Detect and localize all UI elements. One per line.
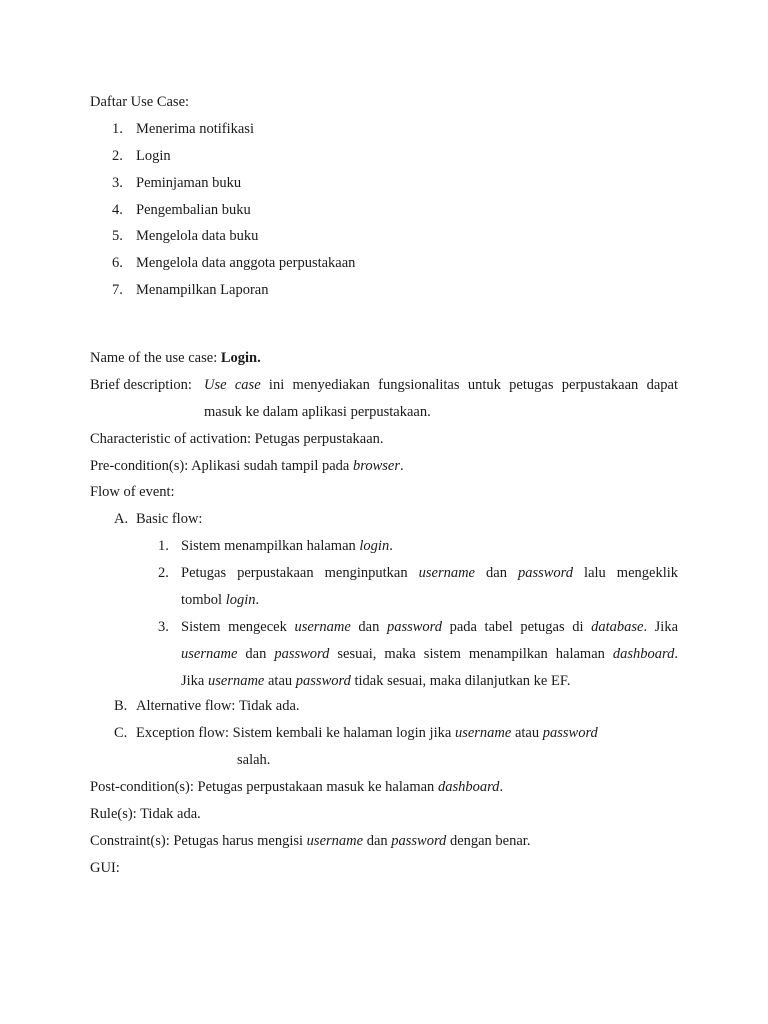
step-text: sesuai, maka sistem menampilkan halaman xyxy=(329,646,613,662)
precondition xyxy=(90,457,404,475)
step-number: 3. xyxy=(158,619,169,635)
step-2-line-2 xyxy=(181,591,259,609)
step-text: pada tabel petugas di xyxy=(442,619,592,635)
step-text: Sistem menampilkan halaman xyxy=(181,538,360,554)
step-end: . xyxy=(255,592,260,608)
step-number: 2. xyxy=(158,565,169,581)
step-text: Jika xyxy=(181,673,208,689)
step-italic: login xyxy=(359,538,390,554)
basic-flow-label: Basic flow: xyxy=(136,511,203,527)
step-text: dan xyxy=(237,646,275,662)
precondition-italic: browser xyxy=(352,458,400,474)
step-italic: username xyxy=(181,646,238,662)
use-case-name xyxy=(90,349,261,367)
list-item-number: 7. xyxy=(112,282,123,298)
step-italic: username xyxy=(418,565,475,581)
step-italic: database xyxy=(591,619,644,635)
list-item-text: Login xyxy=(136,148,171,164)
step-italic: password xyxy=(386,619,443,635)
use-case-name-value: Login. xyxy=(220,350,261,366)
list-item-number: 6. xyxy=(112,255,123,271)
list-item-text: Menampilkan Laporan xyxy=(136,282,269,298)
list-item-number: 3. xyxy=(112,175,123,191)
step-3-line-1 xyxy=(181,618,678,636)
step-text: atau xyxy=(264,673,296,689)
precondition-end: . xyxy=(399,458,404,474)
step-text: . Jika xyxy=(643,619,679,635)
list-item-number: 4. xyxy=(112,202,123,218)
brief-text: ini menyediakan fungsionalitas untuk petugas perpustakaan dapat xyxy=(260,377,678,393)
step-italic: password xyxy=(517,565,574,581)
postcondition xyxy=(90,778,503,796)
brief-description-line-1 xyxy=(204,376,678,394)
exception-text: atau xyxy=(511,725,543,741)
list-item-number: 1. xyxy=(112,121,123,137)
brief-italic-term: Use case xyxy=(204,377,261,393)
alternative-flow-text: Alternative flow: Tidak ada. xyxy=(136,698,300,714)
exception-italic: password xyxy=(542,725,598,741)
list-item-text: Menerima notifikasi xyxy=(136,121,254,137)
list-item-text: Pengembalian buku xyxy=(136,202,251,218)
postcondition-italic: dashboard xyxy=(437,779,500,795)
brief-description-line-2: masuk ke dalam aplikasi perpustakaan. xyxy=(204,404,431,420)
list-item-number: 2. xyxy=(112,148,123,164)
list-item-text: Mengelola data buku xyxy=(136,228,259,244)
precondition-text: Pre-condition(s): Aplikasi sudah tampil pada xyxy=(90,458,353,474)
step-end: . xyxy=(389,538,393,554)
step-number: 1. xyxy=(158,538,169,554)
step-italic: login xyxy=(225,592,256,608)
step-italic: username xyxy=(294,619,351,635)
brief-description-label: Brief description: xyxy=(90,377,192,393)
basic-flow-marker: A. xyxy=(114,511,129,527)
exception-flow-marker: C. xyxy=(114,725,128,741)
constraint-text: dan xyxy=(363,833,392,849)
list-item-number: 5. xyxy=(112,228,123,244)
step-text: lalu mengeklik xyxy=(573,565,679,581)
step-3-line-2 xyxy=(181,645,678,663)
use-case-name-label: Name of the use case: xyxy=(90,350,221,366)
step-italic: dashboard xyxy=(612,646,675,662)
step-italic: password xyxy=(274,646,330,662)
flow-of-event-heading: Flow of event: xyxy=(90,484,175,500)
step-2-line-1 xyxy=(181,564,678,582)
step-text: dan xyxy=(475,565,518,581)
postcondition-end: . xyxy=(499,779,504,795)
exception-italic: username xyxy=(454,725,512,741)
step-text: Sistem mengecek xyxy=(181,619,295,635)
step-italic: username xyxy=(207,673,265,689)
exception-flow-line-2: salah. xyxy=(237,752,271,768)
constraint-italic: password xyxy=(391,833,447,849)
step-1-text xyxy=(181,537,393,555)
exception-flow-line-1 xyxy=(136,724,598,742)
rules: Rule(s): Tidak ada. xyxy=(90,806,201,822)
list-item-text: Mengelola data anggota perpustakaan xyxy=(136,255,356,271)
step-3-line-3 xyxy=(181,672,570,690)
step-italic: password xyxy=(295,673,351,689)
use-case-list-heading: Daftar Use Case: xyxy=(90,94,190,110)
activation-characteristic: Characteristic of activation: Petugas perpustakaan. xyxy=(90,431,384,447)
step-text: tidak sesuai, maka dilanjutkan ke EF. xyxy=(350,673,571,689)
list-item-text: Peminjaman buku xyxy=(136,175,242,191)
constraint-text: Constraint(s): Petugas harus mengisi xyxy=(90,833,307,849)
postcondition-text: Post-condition(s): Petugas perpustakaan masuk ke halaman xyxy=(90,779,438,795)
step-text: tombol xyxy=(181,592,226,608)
gui-heading: GUI: xyxy=(90,860,120,876)
exception-text: Exception flow: Sistem kembali ke halaman login jika xyxy=(136,725,455,741)
constraints xyxy=(90,832,530,850)
alternative-flow-marker: B. xyxy=(114,698,128,714)
constraint-text: dengan benar. xyxy=(446,833,531,849)
step-text: dan xyxy=(350,619,387,635)
constraint-italic: username xyxy=(306,833,364,849)
step-text: Petugas perpustakaan menginputkan xyxy=(181,565,419,581)
step-text: . xyxy=(674,646,678,662)
